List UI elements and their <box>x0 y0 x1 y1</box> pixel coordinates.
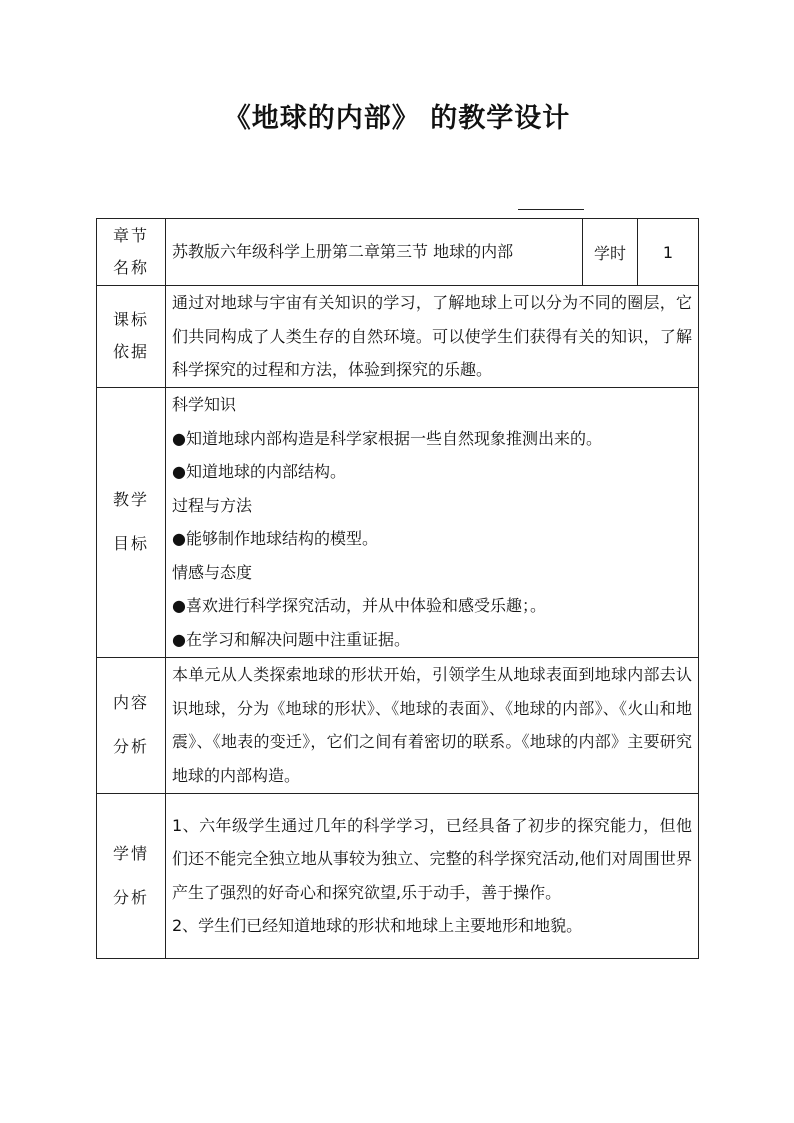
teaching-objectives-value <box>166 387 699 657</box>
label-learner-analysis <box>97 793 166 958</box>
objective-item: ●能够制作地球结构的模型。 <box>172 529 378 548</box>
objective-heading-attitude: 情感与态度 <box>172 562 253 582</box>
hours-value: 1 <box>638 219 699 286</box>
label-content-analysis <box>97 657 166 793</box>
label-curriculum-basis-line2: 依据 <box>112 342 149 362</box>
hours-label: 学时 <box>583 219 638 286</box>
label-curriculum-basis <box>97 286 166 388</box>
label-chapter-name-line2: 名称 <box>112 258 149 277</box>
label-content-analysis-line1: 内容 <box>112 693 149 712</box>
label-learner-analysis-line2: 分析 <box>112 887 149 907</box>
page-title: 《地球的内部》 的教学设计 <box>223 103 571 134</box>
label-curriculum-basis-line1: 课标 <box>112 310 149 330</box>
row-learner-analysis <box>97 793 699 958</box>
objective-item: ●在学习和解决问题中注重证据。 <box>172 629 410 649</box>
row-content-analysis <box>97 657 699 793</box>
row-chapter-name <box>97 219 699 286</box>
header-rule <box>518 209 584 210</box>
label-teaching-objectives-line1: 教学 <box>112 490 149 509</box>
content-analysis-value: 本单元从人类探索地球的形状开始，引领学生从地球表面到地球内部去认识地球，分为《地球的形状》、《地球的表面》、《地球的内部》、《火山和地震》、《地表的变迁》，它们之间有着密切的联系。《地球的内部》主要研究地球的内部构造。 <box>166 657 699 793</box>
learner-analysis-item: 1、六年级学生通过几年的科学学习，已经具备了初步的探究能力，但他们还不能完全独立地从事较为独立、完整的科学探究活动,他们对周围世界产生了强烈的好奇心和探究欲望,乐于动手，善于操作。 <box>172 815 692 902</box>
objective-item: ●知道地球的内部结构。 <box>172 462 346 481</box>
curriculum-basis-value: 通过对地球与宇宙有关知识的学习，了解地球上可以分为不同的圈层，它们共同构成了人类生存的自然环境。可以使学生们获得有关的知识，了解科学探究的过程和方法，体验到探究的乐趣。 <box>166 286 699 388</box>
learner-analysis-item: 2、学生们已经知道地球的形状和地球上主要地形和地貌。 <box>172 916 583 935</box>
objective-item: ●喜欢进行科学探究活动，并从中体验和感受乐趣；。 <box>172 596 546 615</box>
label-learner-analysis-line1: 学情 <box>112 843 149 863</box>
row-teaching-objectives <box>97 387 699 657</box>
chapter-name-value: 苏教版六年级科学上册第二章第三节 地球的内部 <box>166 219 583 286</box>
label-content-analysis-line2: 分析 <box>112 737 149 756</box>
label-chapter-name-line1: 章节 <box>112 226 149 245</box>
label-chapter-name <box>97 219 166 286</box>
lesson-design-table <box>96 218 699 959</box>
row-curriculum-basis <box>97 286 699 388</box>
learner-analysis-value <box>166 793 699 958</box>
objective-item: ●知道地球内部构造是科学家根据一些自然现象推测出来的。 <box>172 428 602 448</box>
objective-heading-knowledge: 科学知识 <box>172 395 237 414</box>
objective-heading-process: 过程与方法 <box>172 495 253 515</box>
label-teaching-objectives-line2: 目标 <box>112 534 149 553</box>
label-teaching-objectives <box>97 387 166 657</box>
